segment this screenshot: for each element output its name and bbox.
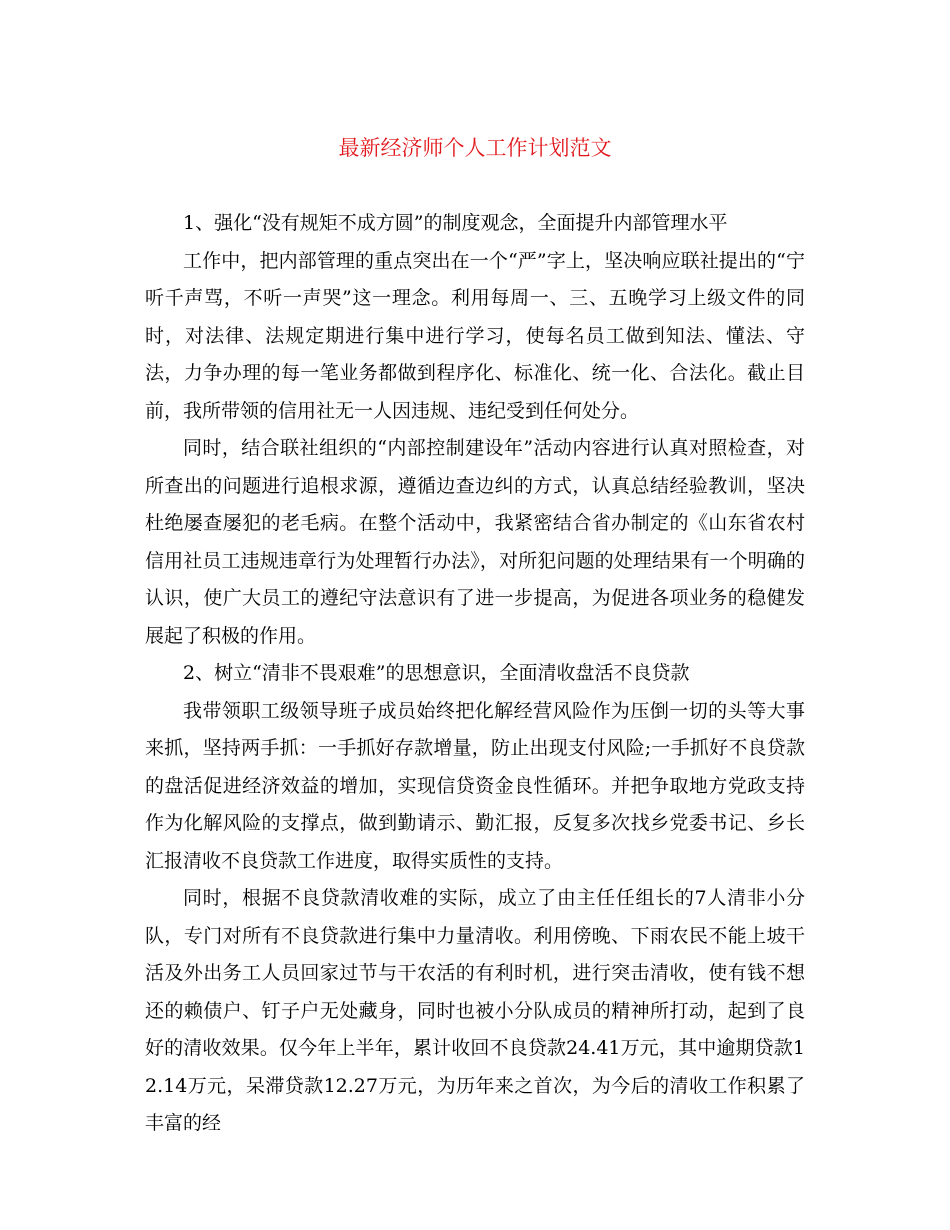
section-heading-1: 1、强化“没有规矩不成方圆”的制度观念，全面提升内部管理水平 xyxy=(183,212,728,234)
paragraph: 同时，根据不良贷款清收难的实际，成立了由主任任组长的7人清非小分队，专门对所有不良贷款进行集中力量清收。利用傍晚、下雨农民不能上坡干活及外出务工人员回家过节与干农活的有利时机，进行突击清收，使有钱不想还的赖债户、钉子户无处藏身，同时也被小分队成员的精神所打动，起到了良好的清收效果。仅今年上半年，累计收回不良贷款24.41万元，其中逾期贷款12.14万元，呆滞贷款12.27万元，为历年来之首次，为今后的清收工作积累了丰富的经 xyxy=(145,887,805,1134)
document-body xyxy=(145,205,805,1143)
section-heading-2: 2、树立“清非不畏艰难”的思想意识，全面清收盘活不良贷款 xyxy=(183,662,690,684)
paragraph: 工作中，把内部管理的重点突出在一个“严”字上，坚决响应联社提出的“宁听千声骂，不听一声哭”这一理念。利用每周一、三、五晚学习上级文件的同时，对法律、法规定期进行集中进行学习，使每名员工做到知法、懂法、守法，力争办理的每一笔业务都做到程序化、标准化、统一化、合法化。截止目前，我所带领的信用社无一人因违规、违纪受到任何处分。 xyxy=(145,249,805,422)
paragraph: 我带领职工级领导班子成员始终把化解经营风险作为压倒一切的头等大事来抓，坚持两手抓：一手抓好存款增量，防止出现支付风险;一手抓好不良贷款的盘活促进经济效益的增加，实现信贷资金良性循环。并把争取地方党政支持作为化解风险的支撑点，做到勤请示、勤汇报，反复多次找乡党委书记、乡长汇报清收不良贷款工作进度，取得实质性的支持。 xyxy=(145,699,805,872)
document-title: 最新经济师个人工作计划范文 xyxy=(338,136,612,160)
paragraph: 同时，结合联社组织的“内部控制建设年”活动内容进行认真对照检查，对所查出的问题进行追根求源，遵循边查边纠的方式，认真总结经验教训，坚决杜绝屡查屡犯的老毛病。在整个活动中，我紧密结合省办制定的《山东省农村信用社员工违规违章行为处理暂行办法》，对所犯问题的处理结果有一个明确的认识，使广大员工的遵纪守法意识有了进一步提高，为促进各项业务的稳健发展起了积极的作用。 xyxy=(145,437,805,647)
